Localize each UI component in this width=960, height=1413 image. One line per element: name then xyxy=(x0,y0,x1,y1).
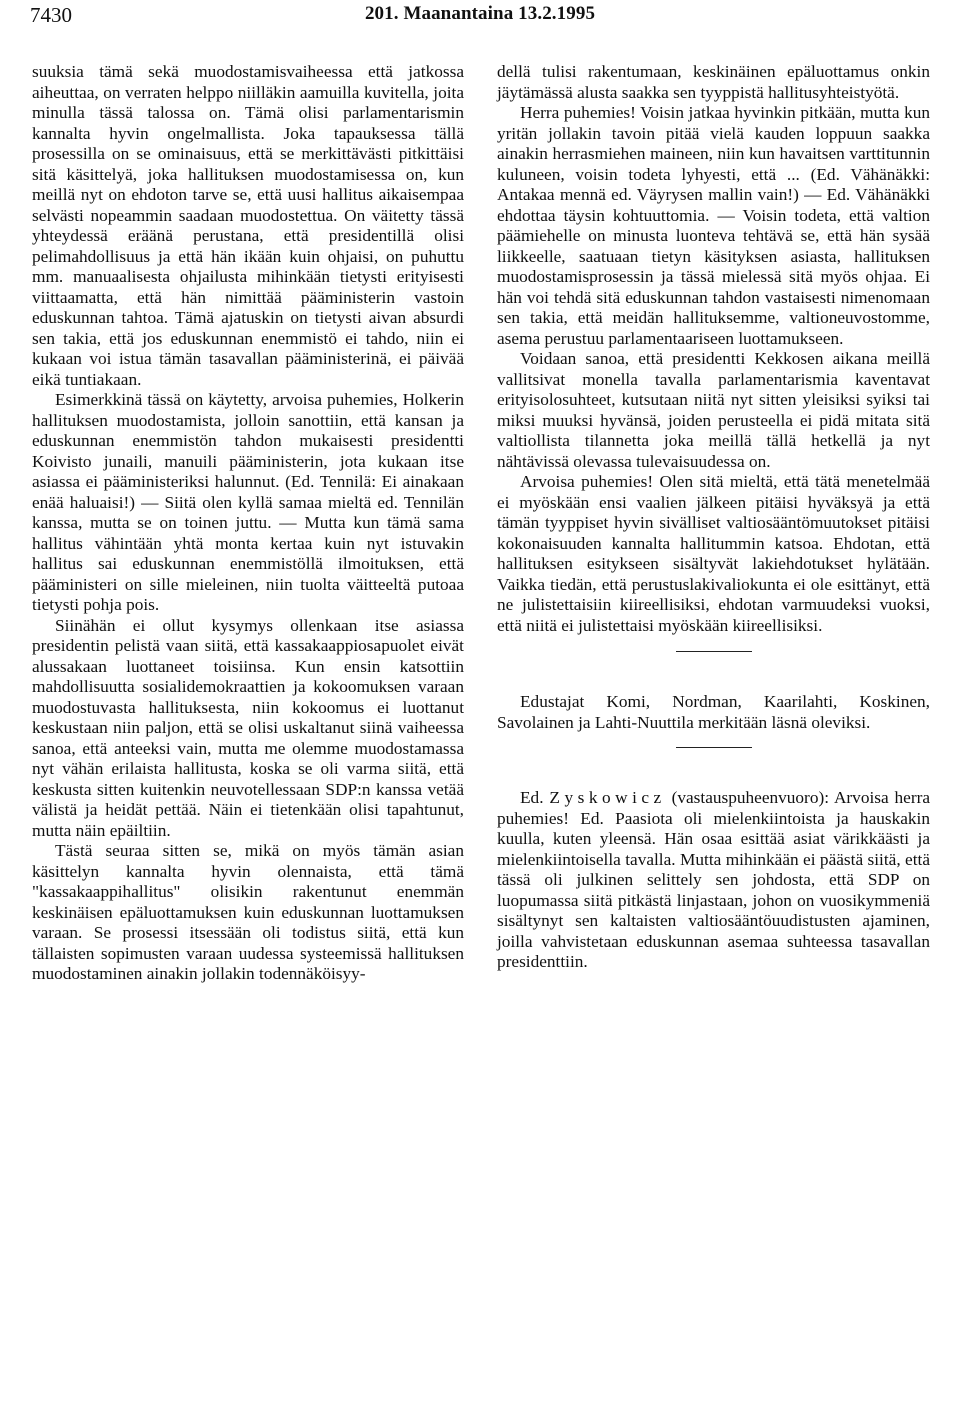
speech-type: (vastauspuheenvuoro): xyxy=(671,788,830,807)
paragraph: Arvoisa puhemies! Olen sitä mieltä, että tätä menetelmää ei myöskään ensi vaalien jälkeen pitäisi hyväksyä ja että tämän tyyppiset hyvin sivälliset valtiosääntömuutokset pitäisi kokonaisuuden kannalta hallitummin katsoa. Ehdotan, että hallituksen esitykseen sisältyvät lakiehdotukset hylätään. Vaikka tiedän, että perustuslakivaliokunta ei ole esittänyt, että ne julistettaisiin kiireellisiksi, ehdotan varmuudeksi vuoksi, että niitä ei julistettaisi myöskään kiireellisiksi. xyxy=(497,472,930,635)
issue-title: 201. Maanantaina 13.2.1995 xyxy=(364,3,596,24)
section-divider xyxy=(676,747,752,748)
speaker-name: Zyskowicz xyxy=(549,788,666,807)
paragraph: Herra puhemies! Voisin jatkaa hyvinkin pitkään, mutta kun yritän jollakin tavoin pitää vielä kauden loppuun saakka ainakin herrasmiehen maineen, niin kun havaitsen varttitunnin kuluneen, voisin todeta lyhyesti, että ... (Ed. Vähänäkki: Antakaa mennä ed. Väyrysen mallin vain!) — Ed. Vähänäkki ehdottaa täysin kohtuuttomia. — Voisin todeta, että valtion päämiehelle on minusta luonteva tehtävä se, että hän sysää liikkeelle, saatuaan tietyn käsityksen asiasta, hallituksen muodostamisprosessin ja tässä mielessä sitä myös ohjaa. Ei hän voi tehdä sitä eduskunnan tahdon vastaisesti nimenomaan sen takia, että meidän hallituksemme, valtioneuvostomme, asema perustuu parlamentaariseen luottamukseen. xyxy=(497,103,930,348)
left-column xyxy=(32,62,464,985)
paragraph: Siinähän ei ollut kysymys ollenkaan itse asiassa presidentin pelistä vaan siitä, että kassakaappiosapuolet eivät alussakaan luottaneet toisiinsa. Kun ensin katsottiin mahdollisuutta sosialidemokraattien ja kokoomuksen varaan muodostuvasta hallituksesta, niin kokoomus ei luottanut keskustaan niin paljon, että se olisi uskaltanut siinä vaiheessa sanoa, että anteeksi vain, mutta me olemme muodostamassa nyt vähän erilaista hallitusta, koska se oli varma siitä, että keskusta sitten kuitenkin neuvotellessaan SDP:n kanssa vetää välistä ja heidät pettää. Näin ei tietenkään olisi tapahtunut, mutta näin epäiltiin. xyxy=(32,615,464,840)
section-divider xyxy=(676,651,752,652)
paragraph: Voidaan sanoa, että presidentti Kekkosen aikana meillä vallitsivat monella tavalla parlamentarismia kaventavat erityisolosuhteet, kutsutaan niitä nyt sitten yleisiksi syiksi tai miksi muuksi hyvänsä, joiden perusteella ei pidä mitata sitä valtiollista tilannetta joka meillä tällä hetkellä ja nyt nähtävissä olevassa tulevaisuudessa on. xyxy=(497,349,930,471)
speech-paragraph xyxy=(497,788,930,973)
page-header xyxy=(30,3,930,31)
right-column xyxy=(497,62,930,973)
page-number: 7430 xyxy=(30,3,72,27)
paragraph: suuksia tämä sekä muodostamisvaiheessa että jatkossa aiheuttaa, on verraten helppo niilläkin aamuilla kuvitella, joita minulla tässä talossa on. Tämä olisi parlamentarismin kannalta hyvin ongelmallista. Joka tapauksessa tällä prosessilla on se ominaisuus, että se merkittävästi pitkittäisi sitä käsittelyä, joka hallituksen muodostamisessa on, kun meillä nyt on ehdoton tarve se, että uusi hallitus aikaisempaa selvästi nopeammin saadaan muodostettua. On väitetty tässä yhteydessä eräänä perustana, että presidentillä olisi pelimahdollisuus ja että hän ikään kuin ohjaisi, on puhuttu mm. manuaalisesta ohjailusta mihinkään tietysti erityisesti viittaamatta, että hän nimittää pääministerin vastoin eduskunnan tahtoa. Tämä ajatuskin on tietysti aivan absurdi sen takia, että jos eduskunnan enemmistö ei tahdo, niin ei kukaan voi istua tämän tasavallan pääministerinä, ei päivää eikä tuntiakaan. xyxy=(32,62,464,389)
attendance-note: Edustajat Komi, Nordman, Kaarilahti, Koskinen, Savolainen ja Lahti-Nuuttila merkitään läsnä oleviksi. xyxy=(497,692,930,732)
paragraph: Tästä seuraa sitten se, mikä on myös tämän asian käsittelyn kannalta hyvin olennaista, että tämä "kassakaappihallitus" olisikin rakentunut enemmän keskinäisen epäluottamuksen kuin eduskunnan luottamuksen varaan. Se prosessi itsessään oli todistus siitä, että kun tällaisten sopimusten varaan uudessa systeemissä hallituksen muodostaminen ainakin jollakin todennäköisyy- xyxy=(32,841,464,983)
speech-text: Arvoisa herra puhemies! Ed. Paasiota oli mielenkiintoista ja hauskakin kuulla, kuten yleensä. Hän osaa esittää asiat värikkäästi ja mielenkiintoisella tavalla. Mutta mihinkään ei päästä siitä, että tässä oli julkinen selittely sen johdosta, että SDP on luopumassa siitä pitkästä linjastaan, johon on vuosikymmeniä sisältynyt sen kaltaisten valtiosääntöuudistusten ajaminen, joilla vahvistetaan eduskunnan asemaa suhteessa tasavallan presidenttiin. xyxy=(497,788,931,971)
speech-prefix: Ed. xyxy=(520,788,544,807)
paragraph: Esimerkkinä tässä on käytetty, arvoisa puhemies, Holkerin hallituksen muodostamista, jolloin sanottiin, että kansan ja eduskunnan enemmistön tahdon mukaisesti presidentti Koivisto junaili, manuili pääministerin, jota kukaan itse asiassa ei pääministeriksi halunnut. (Ed. Tennilä: Ei ainakaan enää haluaisi!) — Siitä olen kyllä samaa mieltä ed. Tennilän kanssa, mutta se on toinen juttu. — Mutta kun tämä sama hallitus vähintään yhtä monta kertaa kuin nyt istuvakin hallitus sai eduskunnan enemmistöllä ilmoituksen, että pääministeri on sille mieleinen, niin tuolta väitteeltä putoaa tietysti pohja pois. xyxy=(32,390,464,614)
spacer xyxy=(497,770,930,788)
spacer xyxy=(497,674,930,692)
paragraph: dellä tulisi rakentumaan, keskinäinen epäluottamus onkin jäytämässä alusta saakka sen tyyppistä hallitusyhteistyötä. xyxy=(497,62,930,102)
